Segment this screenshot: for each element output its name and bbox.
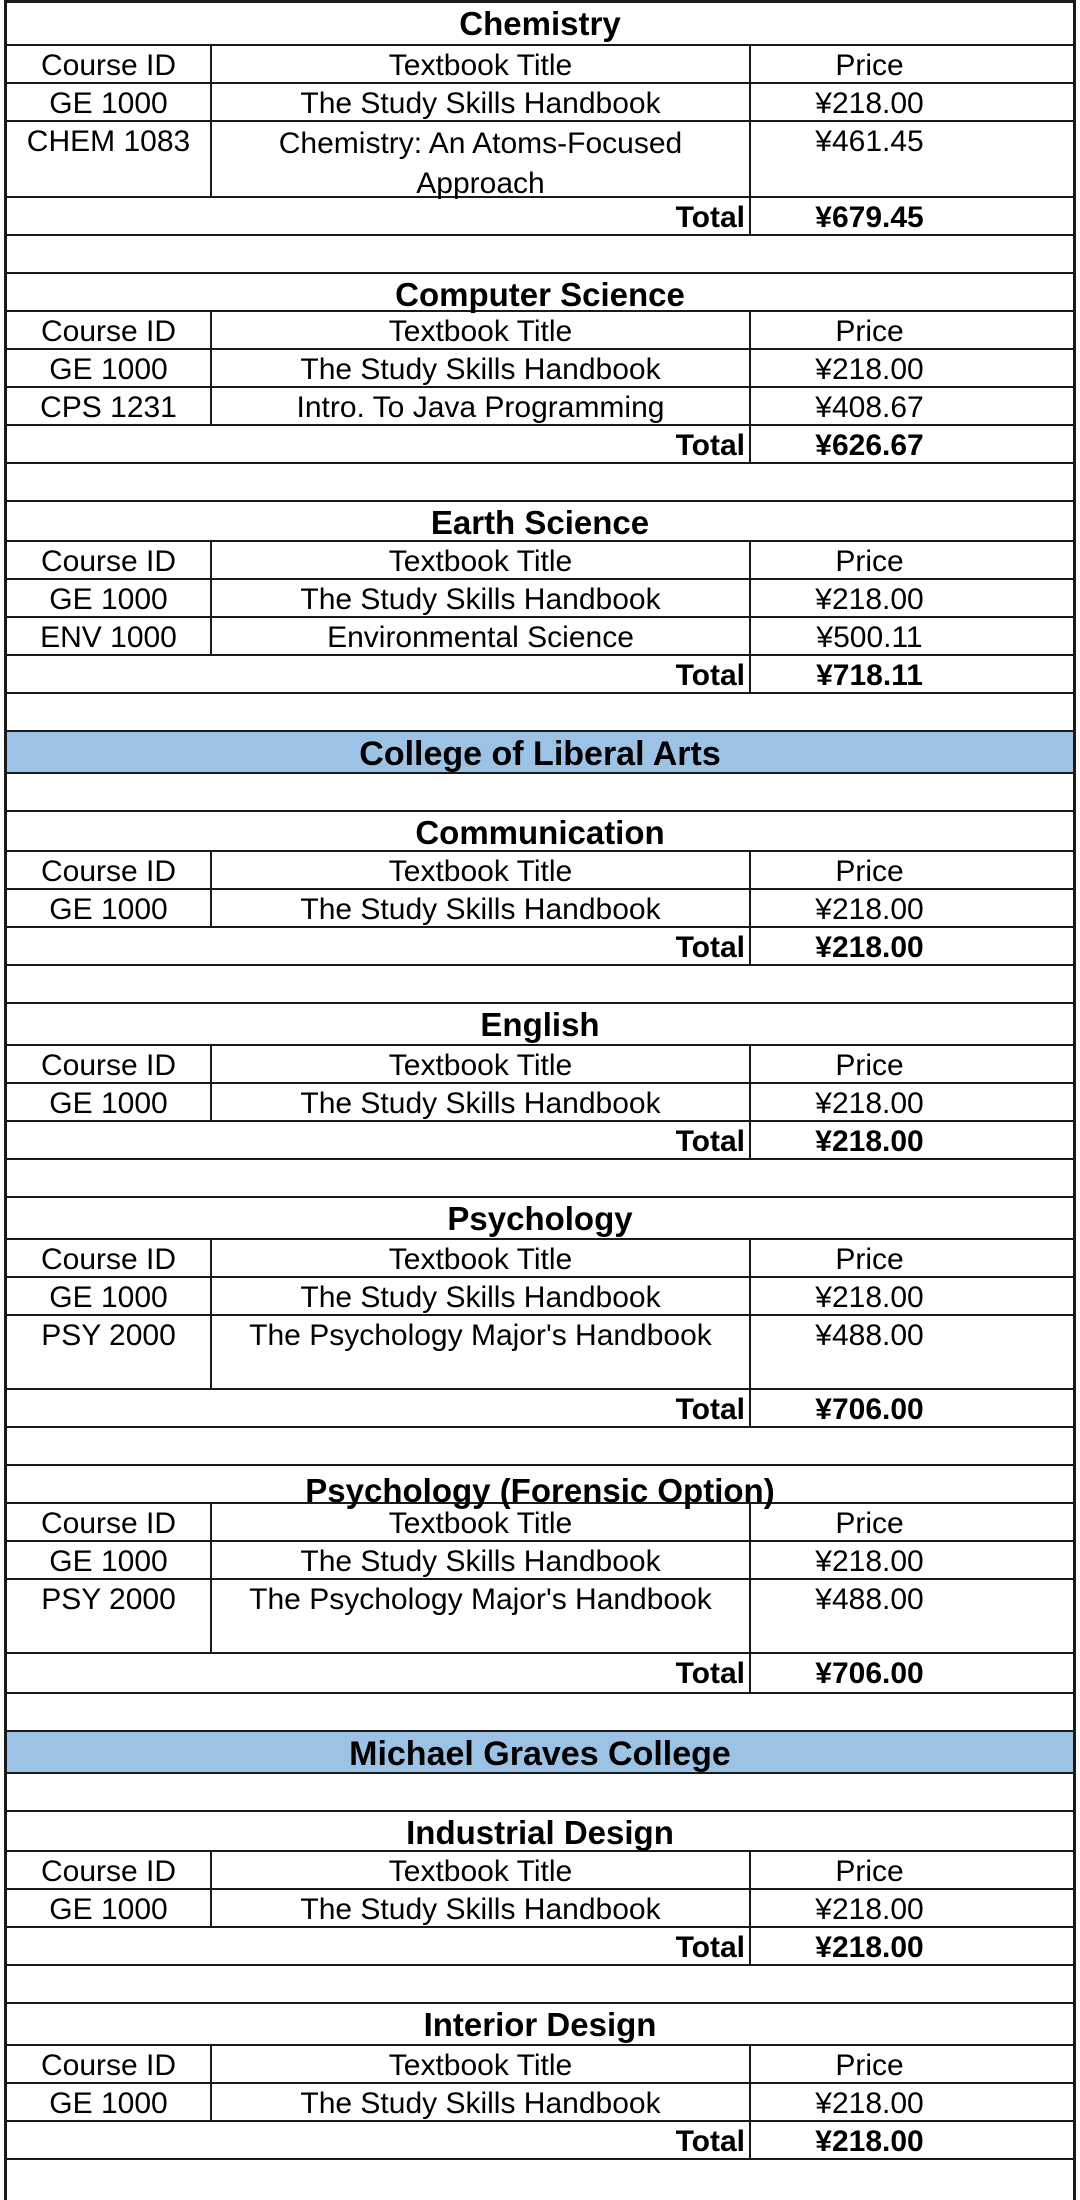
section-title-row — [7, 1004, 1073, 1046]
header-course-id: Course ID — [7, 46, 212, 82]
section-title: Industrial Design — [406, 1814, 674, 1851]
textbook-title: The Study Skills Handbook — [212, 350, 751, 386]
textbook-title: Environmental Science — [212, 618, 751, 654]
section-title: Interior Design — [423, 2006, 657, 2043]
blank-row — [7, 774, 1073, 812]
header-price: Price — [835, 1507, 904, 1540]
section-title-row — [7, 274, 1073, 312]
header-textbook-title: Textbook Title — [212, 1852, 751, 1888]
price: ¥218.00 — [815, 583, 924, 616]
header-course-id: Course ID — [7, 542, 212, 578]
section-title: English — [480, 1006, 600, 1043]
price: ¥488.00 — [815, 1319, 924, 1352]
total-label: Total — [7, 656, 751, 692]
header-price: Price — [835, 1855, 904, 1888]
price: ¥218.00 — [815, 1545, 924, 1578]
section-title: Chemistry — [459, 5, 621, 42]
header-course-id: Course ID — [7, 2046, 212, 2082]
section-title-row — [7, 1466, 1073, 1509]
blank-row — [7, 1160, 1073, 1198]
header-row — [7, 1852, 1073, 1890]
header-price: Price — [835, 855, 904, 888]
header-course-id: Course ID — [7, 852, 212, 888]
course-id: GE 1000 — [7, 84, 212, 120]
header-price: Price — [835, 1243, 904, 1276]
header-row — [7, 312, 1073, 350]
blank-row — [7, 2160, 1073, 2200]
course-id: CHEM 1083 — [7, 122, 212, 196]
price: ¥218.00 — [815, 1281, 924, 1314]
section-title-row — [7, 2004, 1073, 2046]
header-textbook-title: Textbook Title — [212, 2046, 751, 2082]
section-title: Communication — [415, 814, 665, 851]
total-value: ¥626.67 — [815, 429, 924, 462]
section-title-row — [7, 1812, 1073, 1852]
section-title-row — [7, 812, 1073, 852]
price: ¥408.67 — [815, 391, 924, 424]
college-header-row — [7, 732, 1073, 774]
college-header-row — [7, 1732, 1073, 1774]
textbook-title: The Study Skills Handbook — [212, 1084, 751, 1120]
textbook-title: The Psychology Major's Handbook — [212, 1316, 751, 1388]
total-value: ¥218.00 — [815, 1125, 924, 1158]
textbook-title: The Study Skills Handbook — [212, 84, 751, 120]
header-textbook-title: Textbook Title — [212, 46, 751, 82]
table-row — [7, 1278, 1073, 1316]
textbook-title: The Study Skills Handbook — [212, 1890, 751, 1926]
header-course-id: Course ID — [7, 1852, 212, 1888]
course-id: PSY 2000 — [7, 1580, 212, 1652]
header-course-id: Course ID — [7, 1504, 212, 1540]
course-id: GE 1000 — [7, 350, 212, 386]
total-value: ¥718.11 — [816, 659, 923, 692]
section-title-row — [7, 0, 1073, 46]
college-title: Michael Graves College — [349, 1735, 731, 1773]
total-label: Total — [7, 1390, 751, 1426]
section-title: Computer Science — [395, 276, 685, 313]
table-row — [7, 122, 1073, 198]
table-row — [7, 890, 1073, 928]
header-price: Price — [835, 2049, 904, 2082]
table-row — [7, 1580, 1073, 1654]
table-row — [7, 1890, 1073, 1928]
total-value: ¥706.00 — [815, 1393, 924, 1426]
header-price: Price — [835, 545, 904, 578]
table-row — [7, 388, 1073, 426]
header-course-id: Course ID — [7, 1240, 212, 1276]
total-label: Total — [7, 1928, 751, 1964]
header-row — [7, 542, 1073, 580]
textbook-title: Intro. To Java Programming — [212, 388, 751, 424]
header-textbook-title: Textbook Title — [212, 542, 751, 578]
section-title-row — [7, 1198, 1073, 1240]
total-row — [7, 1122, 1073, 1160]
price: ¥500.11 — [816, 621, 923, 654]
table-row — [7, 350, 1073, 388]
blank-row — [7, 1966, 1073, 2004]
textbook-title: The Study Skills Handbook — [212, 2084, 751, 2120]
price: ¥218.00 — [815, 1087, 924, 1120]
textbook-title: The Study Skills Handbook — [212, 580, 751, 616]
price: ¥488.00 — [815, 1583, 924, 1616]
course-id: PSY 2000 — [7, 1316, 212, 1388]
table-row — [7, 84, 1073, 122]
total-row — [7, 198, 1073, 236]
price: ¥218.00 — [815, 893, 924, 926]
table-row — [7, 1316, 1073, 1390]
total-row — [7, 426, 1073, 464]
blank-row — [7, 236, 1073, 274]
blank-row — [7, 694, 1073, 732]
blank-row — [7, 464, 1073, 502]
section-title-row — [7, 502, 1073, 542]
header-row — [7, 1504, 1073, 1542]
course-id: GE 1000 — [7, 1278, 212, 1314]
course-id: GE 1000 — [7, 890, 212, 926]
header-textbook-title: Textbook Title — [212, 1240, 751, 1276]
total-label: Total — [7, 2122, 751, 2158]
total-value: ¥218.00 — [815, 1931, 924, 1964]
course-id: GE 1000 — [7, 1542, 212, 1578]
header-row — [7, 46, 1073, 84]
section-title: Earth Science — [430, 504, 650, 541]
course-id: CPS 1231 — [7, 388, 212, 424]
header-price: Price — [835, 49, 904, 82]
header-textbook-title: Textbook Title — [212, 312, 751, 348]
header-row — [7, 1240, 1073, 1278]
textbook-title: The Psychology Major's Handbook — [212, 1580, 751, 1652]
textbook-title: Chemistry: An Atoms-Focused Approach — [212, 122, 751, 196]
course-id: ENV 1000 — [7, 618, 212, 654]
table-row — [7, 580, 1073, 618]
total-row — [7, 656, 1073, 694]
course-id: GE 1000 — [7, 1084, 212, 1120]
textbook-title: The Study Skills Handbook — [212, 890, 751, 926]
price: ¥218.00 — [815, 353, 924, 386]
table-row — [7, 618, 1073, 656]
total-row — [7, 1654, 1073, 1694]
table-row — [7, 2084, 1073, 2122]
total-row — [7, 1928, 1073, 1966]
price: ¥218.00 — [815, 1893, 924, 1926]
header-course-id: Course ID — [7, 1046, 212, 1082]
total-value: ¥679.45 — [815, 201, 924, 234]
header-course-id: Course ID — [7, 312, 212, 348]
total-value: ¥706.00 — [815, 1657, 924, 1690]
course-id: GE 1000 — [7, 1890, 212, 1926]
table-row — [7, 1084, 1073, 1122]
blank-row — [7, 1774, 1073, 1812]
total-label: Total — [7, 426, 751, 462]
total-row — [7, 1390, 1073, 1428]
header-textbook-title: Textbook Title — [212, 1046, 751, 1082]
college-title: College of Liberal Arts — [359, 735, 721, 773]
spreadsheet — [4, 0, 1076, 2200]
section-title: Psychology — [447, 1200, 633, 1237]
header-textbook-title: Textbook Title — [212, 1504, 751, 1540]
blank-row — [7, 1428, 1073, 1466]
blank-row — [7, 1694, 1073, 1732]
textbook-title: The Study Skills Handbook — [212, 1278, 751, 1314]
course-id: GE 1000 — [7, 580, 212, 616]
header-price: Price — [835, 315, 904, 348]
course-id: GE 1000 — [7, 2084, 212, 2120]
textbook-title: The Study Skills Handbook — [212, 1542, 751, 1578]
total-label: Total — [7, 198, 751, 234]
total-label: Total — [7, 1654, 751, 1692]
total-value: ¥218.00 — [815, 931, 924, 964]
total-row — [7, 928, 1073, 966]
total-label: Total — [7, 1122, 751, 1158]
header-price: Price — [835, 1049, 904, 1082]
price: ¥218.00 — [815, 87, 924, 120]
total-value: ¥218.00 — [815, 2125, 924, 2158]
blank-row — [7, 966, 1073, 1004]
total-row — [7, 2122, 1073, 2160]
header-row — [7, 2046, 1073, 2084]
price: ¥461.45 — [815, 125, 924, 158]
header-row — [7, 852, 1073, 890]
price: ¥218.00 — [815, 2087, 924, 2120]
total-label: Total — [7, 928, 751, 964]
header-textbook-title: Textbook Title — [212, 852, 751, 888]
section-title: Psychology (Forensic Option) — [305, 1472, 775, 1509]
table-row — [7, 1542, 1073, 1580]
header-row — [7, 1046, 1073, 1084]
